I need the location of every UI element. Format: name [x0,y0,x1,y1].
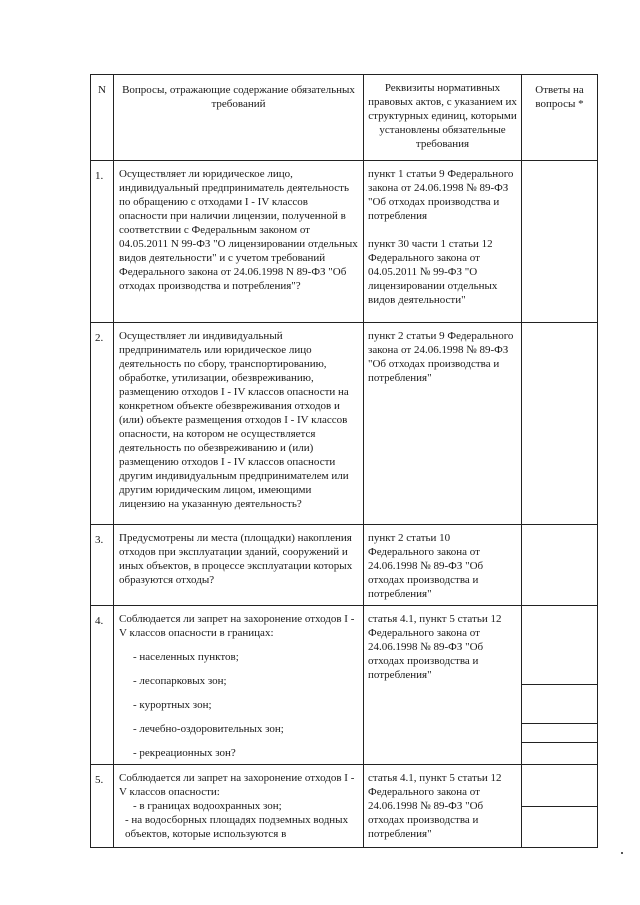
list-item: - лесопарковых зон; [133,675,227,687]
list-item: - на водосборных площадях подземных водных объектов, которые используются в [125,814,349,840]
header-number: N [91,75,114,161]
row-question: Предусмотрены ли места (площадки) накопления отходов при эксплуатации зданий, сооружений и иных объектов, в процессе эксплуатации которых образуются отходы? [114,525,364,606]
answer-cell[interactable] [522,606,598,765]
answer-subcell[interactable] [522,807,597,847]
question-lead: Соблюдается ли запрет на захоронение отходов I - V классов опасности в границах: [119,613,355,639]
row-number: 4. [91,606,114,765]
row-requisites: пункт 2 статьи 10 Федерального закона от 24.06.1998 № 89-ФЗ "Об отходах производства и потребления" [364,525,522,606]
header-requisites: Реквизиты нормативных правовых актов, с указанием их структурных единиц, которыми установлены обязательные требования [364,75,522,161]
row-requisites: статья 4.1, пункт 5 статьи 12 Федерального закона от 24.06.1998 № 89-ФЗ "Об отходах производства и потребления" [364,606,522,765]
row-question: Осуществляет ли индивидуальный предприниматель или юридическое лицо деятельность по сбору, транспортированию, обработке, утилизации, обезвреживанию, размещению отходов I - IV классов опасности на конкретном объекте обезвреживания отходов и (или) объекте размещения отходов I - IV классов опасности, на котором не осуществляется деятельность по обезвреживанию и (или) размещению отходов I - IV классов опасности другим индивидуальным предпринимателем или другим юридическим лицом, имеющими лицензию на указанную деятельность? [114,323,364,525]
table-header-row [91,75,598,161]
answer-subcell[interactable] [522,685,597,724]
list-item: - курортных зон; [133,699,212,711]
list-item: - лечебно-оздоровительных зон; [133,723,284,735]
row-number: 2. [91,323,114,525]
table-row [91,765,598,848]
answer-cell[interactable] [522,525,598,606]
list-item: - рекреационных зон? [133,747,236,759]
table-row [91,606,598,765]
row-requisites [364,161,522,323]
answer-cell[interactable] [522,765,598,848]
row-number: 3. [91,525,114,606]
header-question: Вопросы, отражающие содержание обязательных требований [114,75,364,161]
table-row [91,161,598,323]
table-row [91,525,598,606]
answer-subcell[interactable] [522,724,597,744]
header-answers: Ответы на вопросы * [522,75,598,161]
list-item: - в границах водоохранных зон; [133,800,282,812]
row-requisites: пункт 2 статьи 9 Федерального закона от 24.06.1998 № 89-ФЗ "Об отходах производства и потребления" [364,323,522,525]
question-lead: Соблюдается ли запрет на захоронение отходов I - V классов опасности: [119,772,355,798]
row-number: 1. [91,161,114,323]
answer-subcells [522,765,597,847]
answer-cell[interactable] [522,161,598,323]
row-requisites: статья 4.1, пункт 5 статьи 12 Федерального закона от 24.06.1998 № 89-ФЗ "Об отходах производства и потребления" [364,765,522,848]
answer-subcells [522,606,597,764]
table-row [91,323,598,525]
answer-cell[interactable] [522,323,598,525]
requisites-item: пункт 1 статьи 9 Федерального закона от 24.06.1998 № 89-ФЗ "Об отходах производства и потребления [368,168,514,222]
row-number: 5. [91,765,114,848]
answer-subcell[interactable] [522,743,597,764]
row-question [114,765,364,848]
scan-speck [621,852,623,854]
requirements-table [90,74,598,848]
row-question [114,606,364,765]
list-item: - населенных пунктов; [133,651,239,663]
row-question: Осуществляет ли юридическое лицо, индивидуальный предприниматель деятельность по обращению с отходами I - IV классов опасности при наличии лицензии, полученной в соответствии с Федеральным законом от 04.05.2011 N 99-ФЗ "О лицензировании отдельных видов деятельности" и с учетом требований Федерального закона от 24.06.1998 N 89-ФЗ "Об отходах производства и потребления"? [114,161,364,323]
answer-subcell[interactable] [522,606,597,685]
answer-subcell[interactable] [522,765,597,807]
requisites-item: пункт 30 части 1 статьи 12 Федерального закона от 04.05.2011 № 99-ФЗ "О лицензировании отдельных видов деятельности" [368,238,498,306]
